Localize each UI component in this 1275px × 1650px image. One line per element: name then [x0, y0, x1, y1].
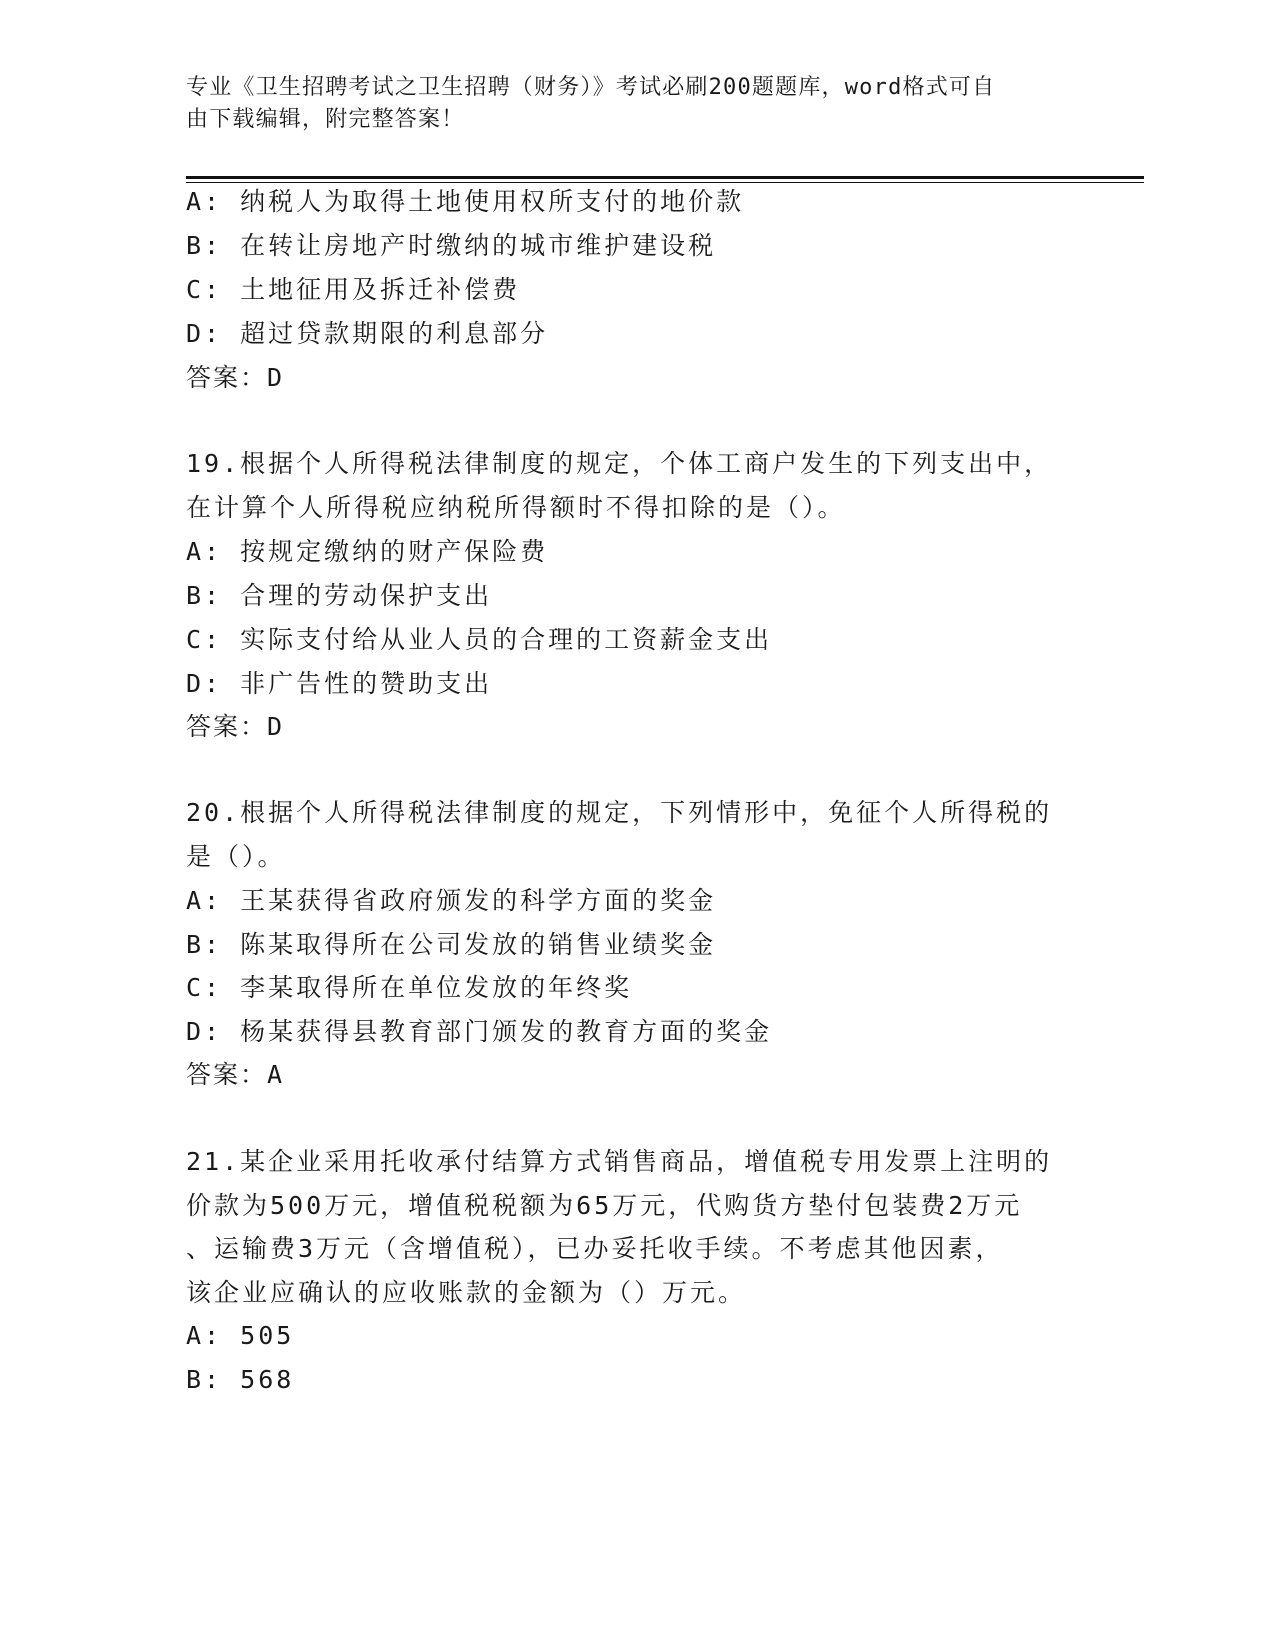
header-divider-thick — [186, 176, 1144, 179]
q20-answer: 答案：A — [186, 1060, 285, 1089]
q20-stem-line-1: 20.根据个人所得税法律制度的规定，下列情形中，免征个人所得税的 — [186, 798, 1053, 827]
q18-option-a: A: 纳税人为取得土地使用权所支付的地价款 — [186, 187, 745, 216]
q20-stem-line-2: 是（）。 — [186, 842, 286, 871]
header-line-2: 由下载编辑，附完整答案！ — [186, 107, 465, 132]
q18-answer: 答案：D — [186, 363, 285, 392]
q21-stem-line-4: 该企业应确认的应收账款的金额为（）万元。 — [186, 1278, 747, 1307]
q21-stem-line-3: 、运输费3万元（含增值税），已办妥托收手续。不考虑其他因素， — [186, 1234, 1004, 1263]
q21-option-a: A: 505 — [186, 1321, 295, 1350]
q20-option-d: D: 杨某获得县教育部门颁发的教育方面的奖金 — [186, 1017, 773, 1046]
document-header — [186, 72, 1066, 136]
q19-stem-line-1: 19.根据个人所得税法律制度的规定，个体工商户发生的下列支出中， — [186, 449, 1053, 478]
q19-stem-line-2: 在计算个人所得税应纳税所得额时不得扣除的是（）。 — [186, 493, 846, 522]
q21-stem-line-2: 价款为500万元，增值税税额为65万元，代购货方垫付包装费2万元 — [186, 1191, 1023, 1220]
q18-option-c: C: 土地征用及拆迁补偿费 — [186, 275, 521, 304]
q18-option-b: B: 在转让房地产时缴纳的城市维护建设税 — [186, 231, 717, 260]
q19-option-c: C: 实际支付给从业人员的合理的工资薪金支出 — [186, 625, 773, 654]
q20-option-a: A: 王某获得省政府颁发的科学方面的奖金 — [186, 886, 717, 915]
q19-option-b: B: 合理的劳动保护支出 — [186, 581, 493, 610]
header-divider-thin — [186, 182, 1144, 183]
q20-option-b: B: 陈某取得所在公司发放的销售业绩奖金 — [186, 930, 717, 959]
q21-stem-line-1: 21.某企业采用托收承付结算方式销售商品，增值税专用发票上注明的 — [186, 1147, 1053, 1176]
q19-option-d: D: 非广告性的赞助支出 — [186, 669, 493, 698]
q19-answer: 答案：D — [186, 712, 285, 741]
q18-option-d: D: 超过贷款期限的利息部分 — [186, 319, 549, 348]
header-line-1: 专业《卫生招聘考试之卫生招聘（财务）》考试必刷200题题库，word格式可自 — [186, 75, 996, 100]
q20-option-c: C: 李某取得所在单位发放的年终奖 — [186, 973, 633, 1002]
q19-option-a: A: 按规定缴纳的财产保险费 — [186, 537, 549, 566]
q21-option-b: B: 568 — [186, 1365, 295, 1394]
